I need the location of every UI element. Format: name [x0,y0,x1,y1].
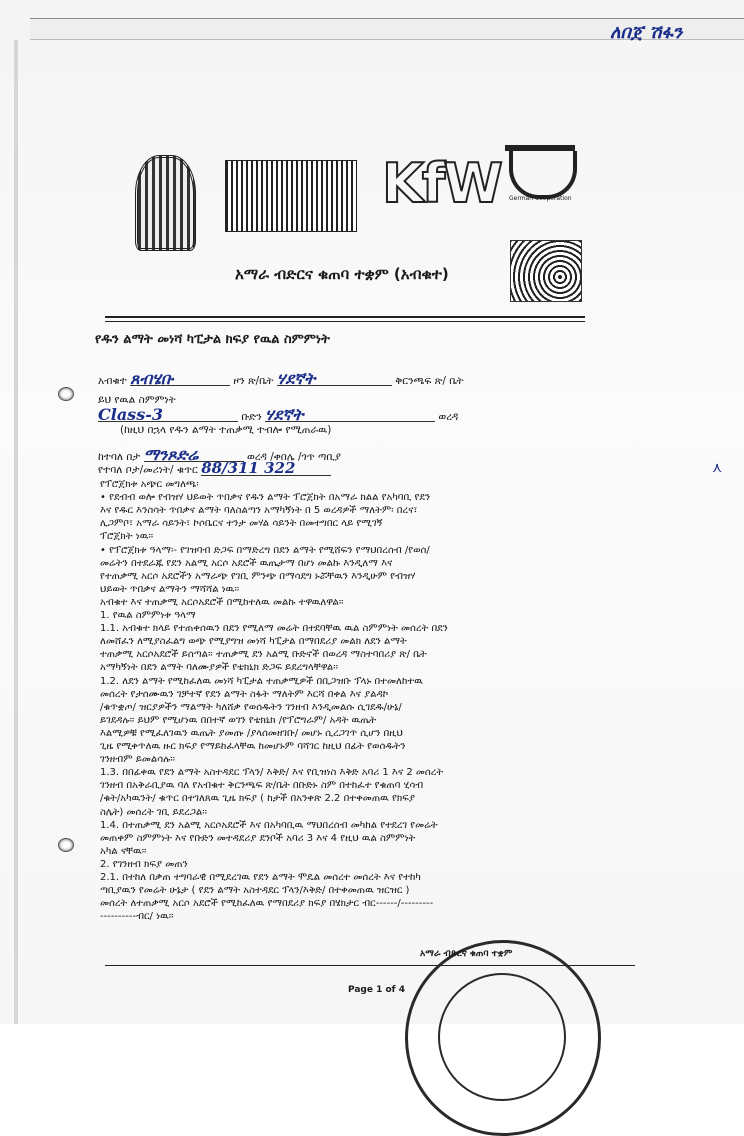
body-line: መሰረት የታሰሙዉን ገቻተኛ የደን ልማት ስፋት ማለትም እርሻ በቀል እና ያልዳኮ [100,688,389,700]
form-row-5 [98,459,331,477]
handwritten-note: ለበጀ ሽፋን [610,22,683,43]
stamp-text: አማራ ብድርና ቁጠባ ተቋም [420,949,513,959]
body-line: ህይወት ጥበቃና ልማትን ማሻሻል ነዉ፡፡ [100,583,240,595]
german-cooperation-logo [505,145,575,217]
body-line: 1.4. በተጠቃሚ ደን አልሚ አርሶአደሮች እና በአካባቢዉ ማህበረሰብ መካከል የተደረገ የመሬት [100,819,438,831]
body-line: ሊጋምቦ፣ አማራ ሳይንት፣ ኮሶቤርና ተንታ መሃል ሳይንት በመተግበር ላይ የሚገኝ [100,518,383,530]
kfw-building-logo [225,160,357,232]
body-line: 1.1. አብቁተ ክላይ የተጠቀሰዉን በደን የሚለማ መሬት በተደባቸዉ ዉል ስምምነት መሰረት በደን [100,623,448,635]
label-woreda: ወረዳ [438,411,459,423]
official-stamp [405,940,601,1136]
body-line: • የደብብ ወሎ የብዝሃ ህይወት ጥበቃና የዱን ልማት ፕሮጀክት በአማራ ክልል የአካባቢ የደን [100,492,431,504]
body-line: እልሚዎቹ የሚፈለገዉን ዉጤት ያመጡ /ያላሰመዘገቡ/ መሆኑ ሲረጋገጥ ሲሆን በዚህ [100,727,403,739]
value-group: ሃደኛት [265,408,435,422]
value-place: ማንጾድሬ [144,448,244,462]
body-line: አማካኝነት በደን ልማት ባለሙያዎች የቴክኒክ ድጋፍ ይደረግላቸዋል፡፡ [100,662,338,674]
body-line: መጠቀም ስምምነት እና የቡድን መተዳደሪያ ደንቦች አባሪ 3 እና 4 የዚህ ዉል ስምምነት [100,832,416,844]
swirl-logo [510,240,582,302]
body-line: የፕሮጀክቱ አጭር መግለጫ፡ [100,479,199,490]
body-line: እና የዱር እንስሳት ጥበቃና ልማት ባለስልጣን አማካኝነት በ 5 ወረዳዎች ማለትም፡ በረና፣ [100,505,418,517]
page-number: Page 1 of 4 [348,985,405,995]
body-line: 1. የዉል ስምምነቱ ዓላማ [100,610,196,621]
body-line: /ቁት/አካዉንት/ ቁጥር በተገለጸዉ ጊዜ ክፍያ ( ከታች በአንቀጽ 2.2 በተቀመጠዉ የክፍያ [100,793,415,805]
label-group: ቡድን [241,411,262,423]
body-line: ገንዘብም ይመልሳሉ፡፡ [100,754,175,766]
organization-title: አማራ ብድርና ቁጠባ ተቋም (አብቁተ) [235,265,449,283]
value-zone-office: ሃደኛት [277,372,392,386]
body-line: መሬትን በተደራጁ የደን አልሚ አርሶ አደሮች ዉጤታማ በሆነ መልኩ እንዲለማ እና [100,557,393,569]
form-row-3: (ከዚህ በኋላ የዱን ልማት ተጠቃሚ ተብሎ የሚጠራዉ) [120,424,332,436]
label-id-number: የተባለ ቦታ/መሪነት/ ቁጥር [98,464,198,476]
body-line: ጣቢያዉን የመሬት ሁኔታ ( የደን ልማት አስተዳደር ፕላን/እቅድ/ በተቀመጠዉ ዝርዝር ) [100,885,410,897]
body-line: መሰረት ለተጠቃሚ አርሶ አደሮች የሚከፈለዉ የማበደሪያ ክፍያ በሄክታር ብር------/--------- [100,898,434,910]
value-id-number: 88/311 322 [201,462,331,476]
body-line: ለመሸፈን ለሚያስፈልግ ወጭ የሚያግዝ መነሻ ካፒታል በማበደሪያ መልክ ለደን ልማት [100,636,407,648]
value-acsi: ጸብሄቡ [130,372,230,386]
value-class: Class-3 [98,408,238,422]
kfw-logo: KfW [382,152,501,215]
handwritten-mark: ⋏ [712,460,723,476]
body-line: ስሌት) መሰረት ገቢ ይደረጋል፡፡ [100,806,207,818]
body-line: 1.3. በበፊቀዉ የደን ልማት አስተዳደር ፕላን/ እቅድ/ እና የቢዝነስ እቅድ አባሪ 1 እና 2 መሰረት [100,767,444,779]
page-shadow [14,40,18,1024]
label-agreement: ይህ የዉል ስምምነት [98,394,176,406]
header-rule-thin [105,321,585,322]
body-line: አብቁተ እና ተጠቃሚ አርሶአደሮች በሚከተለዉ መልኩ ተዋዉለዋል፡፡ [100,596,344,608]
form-row-2b [98,405,459,424]
acsi-logo [135,155,196,251]
body-line: • የፕሮጀክቱ ዓላማ፡- የገዝባብ ድጋፍ በማድረግ በደን ልማት የሚሸፍን የማህበረሰብ /የወሰ/ [100,544,430,556]
punch-hole-bottom [58,838,74,852]
body-line: 1.2. ለደን ልማት የሚከፈለዉ መነሻ ካፒታል ተጠቃሚዎች በቢጋዝቡ ፕላኑ በተመለከተዉ [100,675,423,687]
body-line: የተጠቃሚ አርሶ አደሮችን አማራጭ የገቢ ምንጭ በማሳደግ ኑሯቸዉን እንዲሁም የብዝሃ [100,570,416,582]
agreement-title: የዱን ልማት መነሻ ካፒታል ክፍያ የዉል ስምምነት [95,332,330,347]
body-line: ጊዜ የሚቀጥለዉ ዙር ክፍያ የማይከፈላቸዉ ከመሆኑም ባሻገር ከዚህ በፊት የወሰዱትን [100,741,406,752]
body-line: ተጠቃሚ አርሶአደሮች ይሰጣል፡፡ ተጠቃሚ ደን አልሚ ቡድኖች በወረዳ ማስተባበሪያ ጽ/ ቤት [100,649,427,661]
label-branch-office: ቅርንጫፍ ጽ/ ቤት [395,375,464,387]
body-line: ገንዘብ በአቅራቢያዉ ባለ የአብቁተ ቅርንጫፍ ጽ/ቤት በቡድኑ ስም በተከፈተ የቁጠባ ሂሳብ [100,780,424,792]
label-zone-office: ዞን ጽ/ቤት [233,375,274,387]
body-line: አካል ናቸዉ፡፡ [100,845,147,857]
header-rule [105,316,585,318]
body-line: 2.1. በተከለ በቃጠ ተግባራዊ በሚደረገዉ የደን ልማት ሞዴል መሰረተ መሰረት እና የተከካ [100,872,421,883]
form-row-1 [98,369,464,388]
body-line: /ቁጥቋጦ/ ዝርያዎችን ማልማት ካለሸቃ የወሰዱትን ገንዘብ እንዲመልሱ ሲገደዱ/ሁኔ/ [100,701,402,713]
label-place: ከተባለ በታ [98,451,141,463]
body-line: ፕሮጀክት ነዉ፡፡ [100,531,154,543]
german-cooperation-text: German Cooperation [509,195,572,202]
label-kebele: ወረዳ /ቀበሌ /ጎጥ ጣቢያ [246,451,341,463]
stamp-emblem [438,973,566,1101]
body-line: ይገደዳሉ፡፡ ይህም የሚሆነዉ በበተኛ ወገን የቴክኒክ /የፕሮግራም/ አዳት ዉጤት [100,714,377,726]
punch-hole-top [58,387,74,401]
label-acsi: አብቁተ [98,375,127,387]
body-line: 2. የገንዘብ ክፍያ መጠን [100,858,188,870]
body-line: ----------ብር/ ነዉ፡፡ [100,911,174,923]
